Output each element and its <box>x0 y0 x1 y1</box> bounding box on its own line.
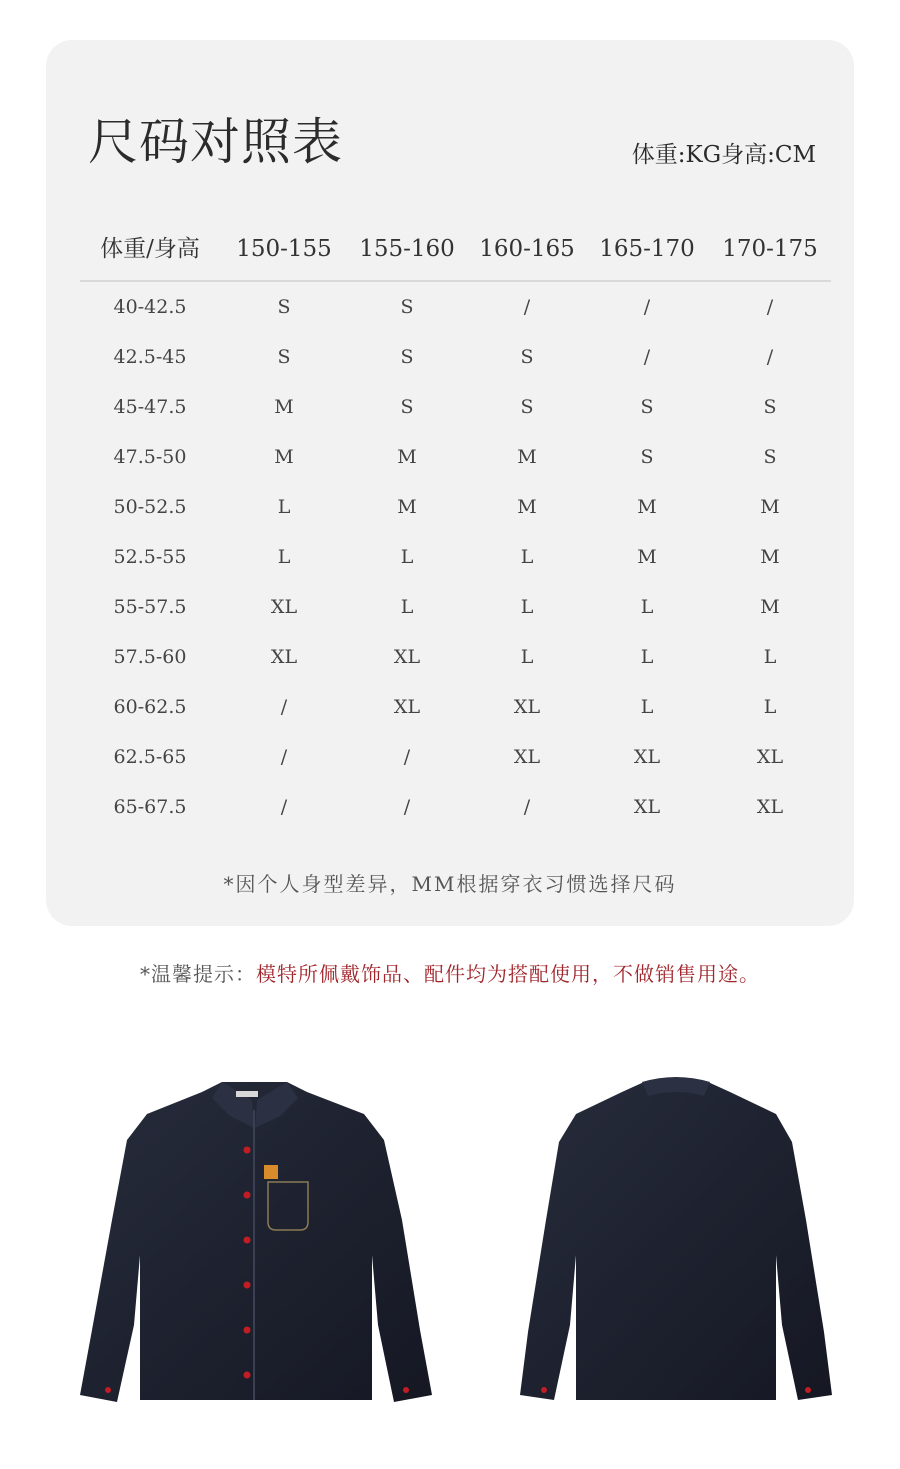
table-row <box>80 492 831 542</box>
size-cell: L <box>520 646 534 668</box>
size-cell: S <box>640 446 654 468</box>
table-row <box>80 792 831 842</box>
size-cell: M <box>760 546 780 568</box>
weight-range-cell: 65-67.5 <box>113 796 187 818</box>
table-row <box>80 642 831 692</box>
table-header-row <box>80 216 831 282</box>
size-cell: S <box>520 346 534 368</box>
reminder-lead: *温馨提示： <box>140 962 256 986</box>
size-cell: M <box>637 496 657 518</box>
size-cell: S <box>400 396 414 418</box>
size-cell: XL <box>393 646 421 668</box>
size-cell: / <box>280 746 288 768</box>
size-cell: L <box>400 596 414 618</box>
shirt-front-photo <box>72 1070 442 1410</box>
reminder-text <box>0 958 900 987</box>
fit-note: *因个人身型差异，MM根据穿衣习惯选择尺码 <box>223 872 677 896</box>
size-cell: / <box>523 296 531 318</box>
size-cell: / <box>403 796 411 818</box>
size-cell: XL <box>393 696 421 718</box>
table-row <box>80 442 831 492</box>
size-cell: L <box>640 596 654 618</box>
size-cell: S <box>400 296 414 318</box>
size-cell: L <box>277 546 291 568</box>
table-row <box>80 542 831 592</box>
table-row <box>80 742 831 792</box>
table-body <box>80 292 831 842</box>
weight-range-cell: 62.5-65 <box>113 746 187 768</box>
weight-range-cell: 50-52.5 <box>113 496 187 518</box>
size-cell: L <box>763 696 777 718</box>
size-cell: L <box>763 646 777 668</box>
size-cell: M <box>397 446 417 468</box>
size-cell: S <box>763 446 777 468</box>
size-cell: / <box>766 296 774 318</box>
size-cell: XL <box>513 696 541 718</box>
table-header-cell: 160-165 <box>479 236 575 262</box>
table-row <box>80 592 831 642</box>
size-cell: / <box>766 346 774 368</box>
size-cell: XL <box>513 746 541 768</box>
size-cell: XL <box>756 746 784 768</box>
weight-range-cell: 45-47.5 <box>113 396 187 418</box>
size-cell: M <box>517 496 537 518</box>
shirt-front-illustration <box>72 1070 442 1410</box>
table-row <box>80 692 831 742</box>
size-cell: S <box>640 396 654 418</box>
size-cell: L <box>520 596 534 618</box>
size-cell: L <box>640 646 654 668</box>
size-cell: S <box>277 296 291 318</box>
size-cell: / <box>280 796 288 818</box>
size-cell: M <box>517 446 537 468</box>
size-cell: / <box>643 296 651 318</box>
shirt-back-photo <box>514 1070 839 1410</box>
table-header-cell: 150-155 <box>236 236 332 262</box>
size-cell: M <box>637 546 657 568</box>
weight-range-cell: 55-57.5 <box>113 596 187 618</box>
size-cell: L <box>640 696 654 718</box>
weight-range-cell: 57.5-60 <box>113 646 187 668</box>
weight-range-cell: 52.5-55 <box>113 546 187 568</box>
size-cell: M <box>760 496 780 518</box>
weight-range-cell: 47.5-50 <box>113 446 187 468</box>
shirt-back-illustration <box>514 1070 839 1410</box>
size-cell: XL <box>270 596 298 618</box>
size-cell: L <box>400 546 414 568</box>
table-header-cell: 155-160 <box>359 236 455 262</box>
size-cell: S <box>277 346 291 368</box>
size-cell: XL <box>633 746 661 768</box>
page-title: 尺码对照表 <box>88 113 343 171</box>
table-row <box>80 392 831 442</box>
table-header-cell: 体重/身高 <box>100 236 200 262</box>
size-cell: S <box>520 396 534 418</box>
size-cell: XL <box>633 796 661 818</box>
table-header-cell: 170-175 <box>722 236 818 262</box>
size-cell: M <box>274 446 294 468</box>
weight-range-cell: 42.5-45 <box>113 346 187 368</box>
table-row <box>80 342 831 392</box>
units-label: 体重:KG身高:CM <box>631 142 816 168</box>
weight-range-cell: 40-42.5 <box>113 296 187 318</box>
size-table <box>80 216 831 842</box>
weight-range-cell: 60-62.5 <box>113 696 187 718</box>
size-cell: / <box>403 746 411 768</box>
size-cell: / <box>523 796 531 818</box>
table-header-cell: 165-170 <box>599 236 695 262</box>
size-cell: / <box>280 696 288 718</box>
size-cell: L <box>277 496 291 518</box>
size-cell: S <box>763 396 777 418</box>
size-cell: M <box>397 496 417 518</box>
size-cell: L <box>520 546 534 568</box>
size-chart-card <box>46 40 854 926</box>
size-cell: M <box>274 396 294 418</box>
reminder-body: 模特所佩戴饰品、配件均为搭配使用，不做销售用途。 <box>256 962 760 986</box>
size-cell: XL <box>270 646 298 668</box>
size-cell: S <box>400 346 414 368</box>
size-cell: / <box>643 346 651 368</box>
size-cell: M <box>760 596 780 618</box>
table-row <box>80 292 831 342</box>
size-cell: XL <box>756 796 784 818</box>
